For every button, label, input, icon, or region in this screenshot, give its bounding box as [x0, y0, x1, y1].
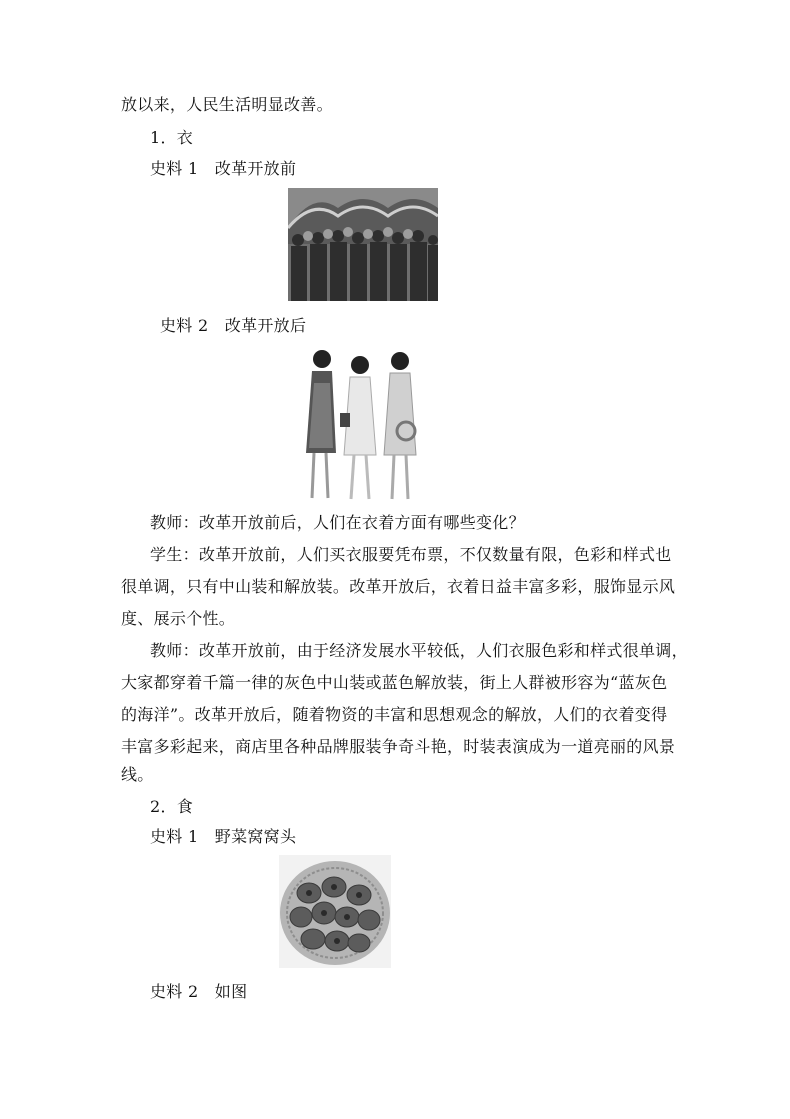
- photo-wild-vegetable-buns: [279, 855, 391, 968]
- section-heading-food: 2．食: [150, 797, 194, 816]
- section-heading-clothing: 1．衣: [150, 128, 194, 147]
- student-answer-line-2: 很单调，只有中山装和解放装。改革开放后，衣着日益丰富多彩，服饰显示风: [121, 577, 676, 596]
- teacher-explanation-line-5: 线。: [121, 765, 154, 784]
- source-caption-clothing-2: 史料 2 改革开放后: [160, 316, 307, 335]
- student-answer-line-1: 学生：改革开放前，人们买衣服要凭布票，不仅数量有限，色彩和样式也: [150, 545, 672, 564]
- photo-workers-before-reform: [288, 188, 438, 301]
- source-caption-clothing-1: 史料 1 改革开放前: [150, 159, 297, 178]
- photo-fashion-women-after-reform: [296, 343, 430, 503]
- student-answer-line-3: 度、展示个性。: [121, 609, 236, 628]
- paragraph-line: 放以来，人民生活明显改善。: [121, 95, 333, 114]
- source-caption-food-1: 史料 1 野菜窝窝头: [150, 827, 297, 846]
- teacher-explanation-line-2: 大家都穿着千篇一律的灰色中山装或蓝色解放装，街上人群被形容为“蓝灰色: [121, 673, 668, 692]
- teacher-explanation-line-3: 的海洋”。改革开放后，随着物资的丰富和思想观念的解放，人们的衣着变得: [121, 705, 668, 724]
- teacher-explanation-line-4: 丰富多彩起来，商店里各种品牌服装争奇斗艳，时装表演成为一道亮丽的风景: [121, 737, 676, 756]
- teacher-question: 教师：改革开放前后，人们在衣着方面有哪些变化？: [150, 513, 525, 532]
- source-caption-food-2: 史料 2 如图: [150, 982, 248, 1001]
- teacher-explanation-line-1: 教师：改革开放前，由于经济发展水平较低，人们衣服色彩和样式很单调，: [150, 641, 688, 660]
